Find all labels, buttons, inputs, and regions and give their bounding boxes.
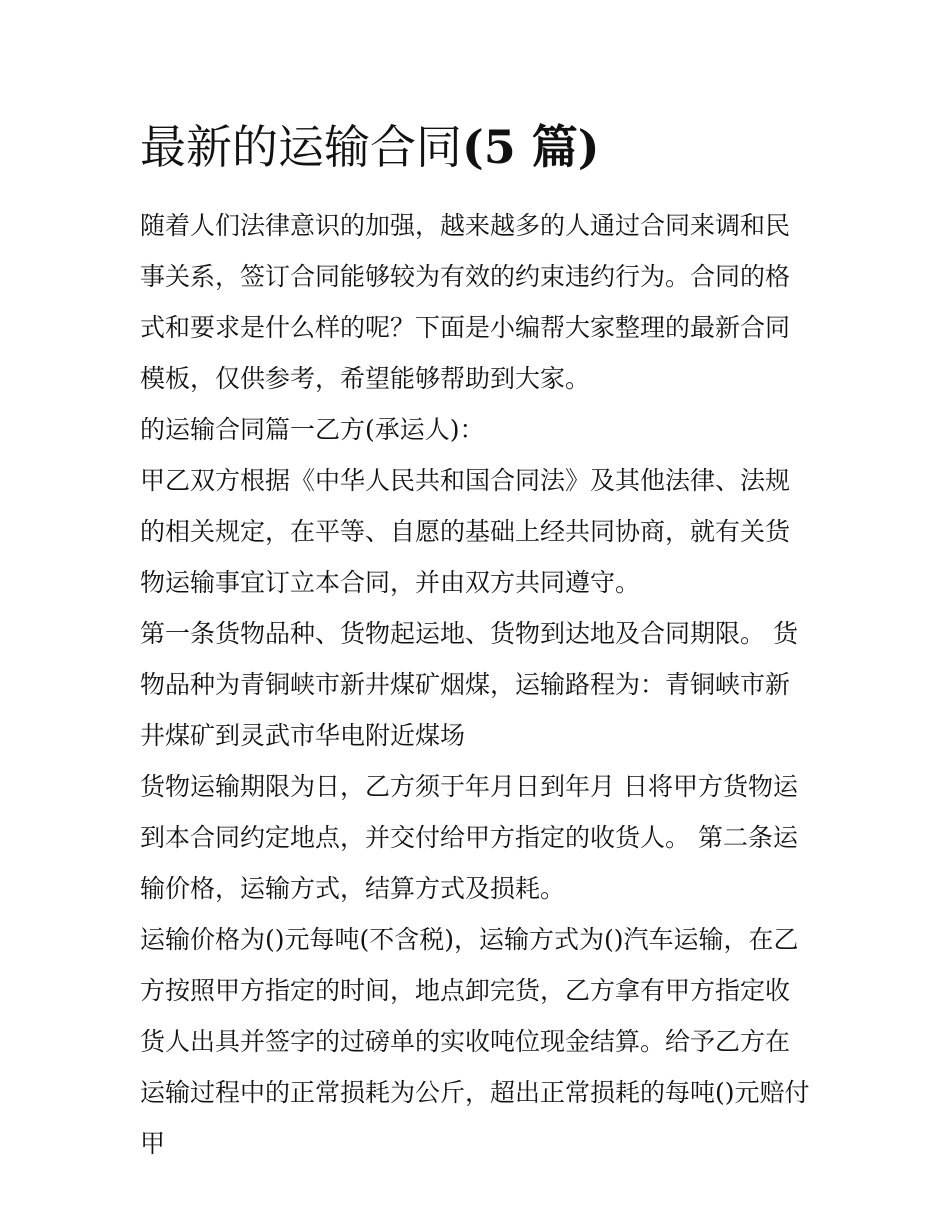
document-title-main: 最新的运输合同 bbox=[140, 120, 462, 174]
paragraph-agreement-basis: 甲乙双方根据《中华人民共和国合同法》及其他法律、法规的相关规定，在平等、自愿的基础上经共同协商，就有关货物运输事宜订立本合同，并由双方共同遵守。 bbox=[140, 466, 791, 597]
paragraph-intro: 随着人们法律意识的加强，越来越多的人通过合同来调和民事关系，签订合同能够较为有效的约束违约行为。合同的格式和要求是什么样的呢？下面是小编帮大家整理的最新合同模板，仅供参考，希望能够帮助到大家。 bbox=[140, 211, 791, 393]
paragraph-article-one: 第一条货物品种、货物起运地、货物到达地及合同期限。 货物品种为青铜峡市新井煤矿烟煤，运输路程为：青铜峡市新井煤矿到灵武市华电附近煤场 bbox=[140, 619, 798, 750]
paragraph-transport-price: 运输价格为()元每吨(不含税)，运输方式为()汽车运输，在乙方按照甲方指定的时间，地点卸完货，乙方拿有甲方指定收货人出具并签字的过磅单的实收吨位现金结算。给予乙方在运输过程中的正常损耗为公斤，超出正常损耗的每吨()元赔付甲 bbox=[140, 925, 810, 1158]
paragraph-contract-heading: 的运输合同篇一乙方(承运人)： bbox=[140, 415, 485, 444]
document-content bbox=[140, 114, 812, 1169]
document-title bbox=[140, 114, 812, 180]
paragraph-transport-period: 货物运输期限为日，乙方须于年月日到年月 日将甲方货物运到本合同约定地点，并交付给甲方指定的收货人。 第二条运输价格，运输方式，结算方式及损耗。 bbox=[140, 772, 798, 903]
document-title-suffix: (5 篇) bbox=[462, 120, 600, 174]
document-body bbox=[140, 200, 812, 1169]
